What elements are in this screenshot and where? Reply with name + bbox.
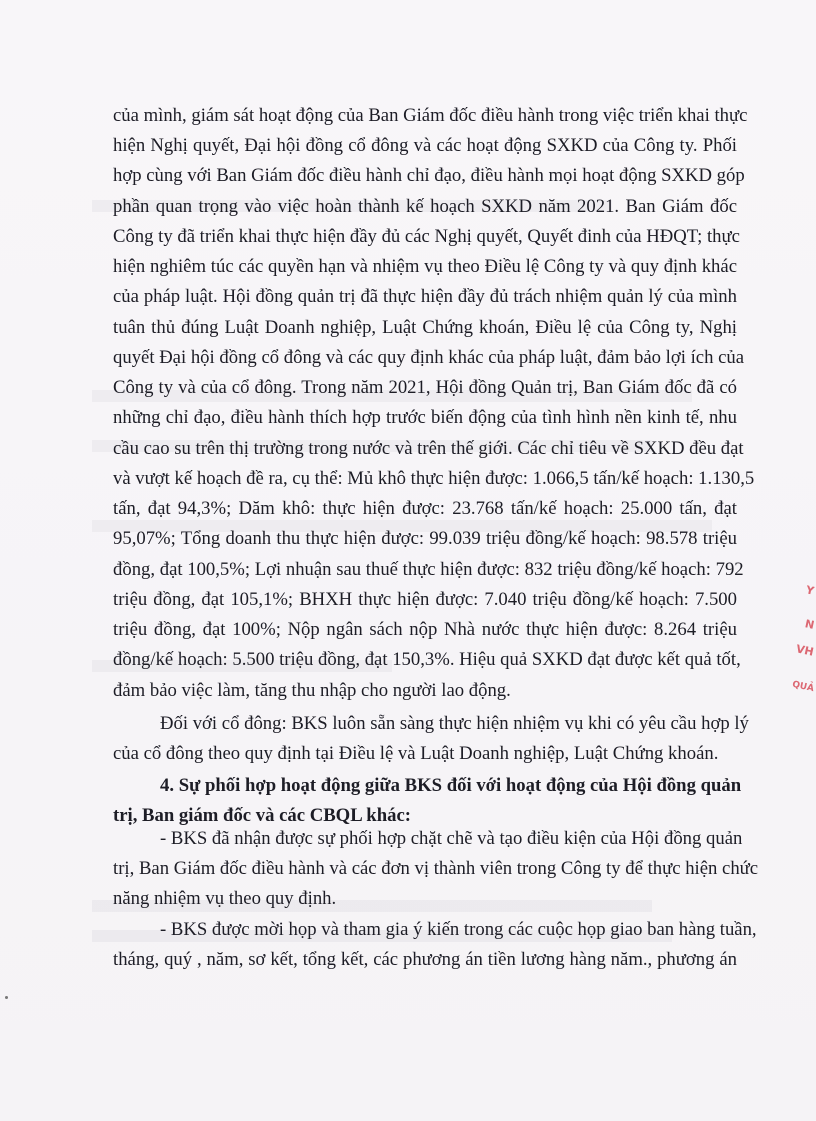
stamp-text: Y [804, 583, 816, 598]
body-line: 95,07%; Tổng doanh thu thực hiện được: 99.039 triệu đồng/kế hoạch: 98.578 triệu [113, 528, 737, 549]
body-line: triệu đồng, đạt 100%; Nộp ngân sách nộp Nhà nước thực hiện được: 8.264 triệu [113, 619, 737, 640]
bullet-paragraph-line: tháng, quý , năm, sơ kết, tổng kết, các phương án tiền lương hàng năm., phương án [113, 949, 737, 970]
stamp-text: QUẢ [791, 679, 815, 695]
body-line: quyết Đại hội đồng cổ đông và các quy định khác của pháp luật, đảm bảo lợi ích của [113, 347, 745, 368]
body-line: tuân thủ đúng Luật Doanh nghiệp, Luật Chứng khoán, Điều lệ của Công ty, Nghị [113, 317, 737, 338]
shareholder-paragraph-line: Đối với cổ đông: BKS luôn sẵn sàng thực hiện nhiệm vụ khi có yêu cầu hợp lý [160, 713, 749, 734]
bullet-paragraph-line: năng nhiệm vụ theo quy định. [113, 888, 337, 909]
body-line: hiện nghiêm túc các quyền hạn và nhiệm vụ theo Điều lệ Công ty và quy định khác [113, 256, 737, 277]
body-line: hợp cùng với Ban Giám đốc điều hành chỉ đạo, điều hành mọi hoạt động SXKD góp [113, 165, 745, 186]
body-line: triệu đồng, đạt 105,1%; BHXH thực hiện được: 7.040 triệu đồng/kế hoạch: 7.500 [113, 589, 737, 610]
bullet-paragraph-line: trị, Ban Giám đốc điều hành và các đơn vị thành viên trong Công ty để thực hiện chức [113, 858, 759, 879]
stamp-text: N [803, 617, 816, 632]
body-line: Công ty và của cổ đông. Trong năm 2021, Hội đồng Quản trị, Ban Giám đốc đã có [113, 377, 737, 398]
body-line: đảm bảo việc làm, tăng thu nhập cho người lao động. [113, 680, 511, 701]
body-line: và vượt kế hoạch đề ra, cụ thể: Mủ khô thực hiện được: 1.066,5 tấn/kế hoạch: 1.130,5 [113, 468, 755, 489]
bullet-paragraph-line: - BKS được mời họp và tham gia ý kiến trong các cuộc họp giao ban hàng tuần, [160, 919, 757, 940]
section-4-heading: 4. Sự phối hợp hoạt động giữa BKS đối với hoạt động của Hội đồng quản [160, 775, 742, 796]
body-line: phần quan trọng vào việc hoàn thành kế hoạch SXKD năm 2021. Ban Giám đốc [113, 196, 737, 217]
body-line: của pháp luật. Hội đồng quản trị đã thực hiện đầy đủ trách nhiệm quản lý của mình [113, 286, 737, 307]
body-line: của mình, giám sát hoạt động của Ban Giám đốc điều hành trong việc triển khai thực [113, 105, 748, 126]
stamp-text: VH [795, 642, 816, 659]
bullet-paragraph-line: - BKS đã nhận được sự phối hợp chặt chẽ và tạo điều kiện của Hội đồng quản [160, 828, 743, 849]
body-line: đồng/kế hoạch: 5.500 triệu đồng, đạt 150,3%. Hiệu quả SXKD đạt được kết quả tốt, [113, 649, 741, 670]
body-line: những chỉ đạo, điều hành thích hợp trước biến động của tình hình nền kinh tế, nhu [113, 407, 737, 428]
body-line: hiện Nghị quyết, Đại hội đồng cổ đông và các hoạt động SXKD của Công ty. Phối [113, 135, 737, 156]
section-4-heading: trị, Ban giám đốc và các CBQL khác: [113, 805, 411, 826]
red-stamp-fragment [782, 560, 816, 730]
body-line: cầu cao su trên thị trường trong nước và trên thế giới. Các chỉ tiêu về SXKD đều đạt [113, 438, 744, 459]
body-line: tấn, đạt 94,3%; Dăm khô: thực hiện được: 23.768 tấn/kế hoạch: 25.000 tấn, đạt [113, 498, 737, 519]
margin-speck [5, 996, 8, 999]
shareholder-paragraph-line: của cổ đông theo quy định tại Điều lệ và Luật Doanh nghiệp, Luật Chứng khoán. [113, 743, 719, 764]
body-line: đồng, đạt 100,5%; Lợi nhuận sau thuế thực hiện được: 832 triệu đồng/kế hoạch: 792 [113, 559, 744, 580]
body-line: Công ty đã triển khai thực hiện đầy đủ các Nghị quyết, Quyết đinh của HĐQT; thực [113, 226, 740, 247]
